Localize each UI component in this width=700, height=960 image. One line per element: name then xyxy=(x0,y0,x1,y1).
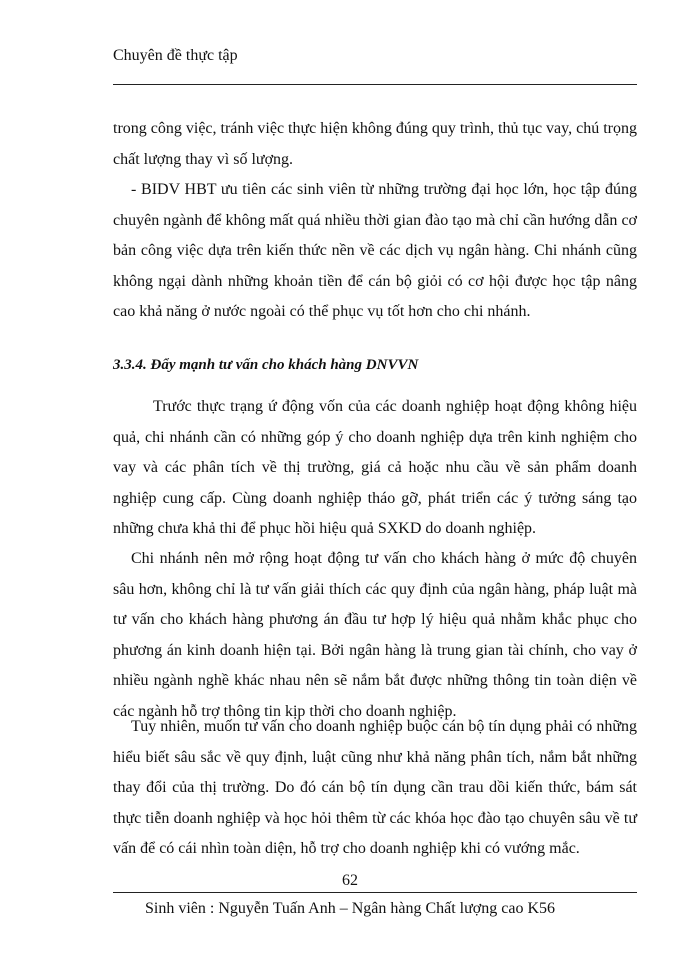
footer-divider xyxy=(113,892,637,893)
footer-text: Sinh viên : Nguyễn Tuấn Anh – Ngân hàng Chất lượng cao K56 xyxy=(145,900,555,917)
paragraph-consulting: Chi nhánh nên mở rộng hoạt động tư vấn cho khách hàng ở mức độ chuyên sâu hơn, không chỉ là tư vấn giải thích các quy định của ngân hàng, pháp luật mà tư vấn cho khách hàng phương án đầu tư hợp lý hiệu quả nhằm khắc phục cho phương án kinh doanh hiện tại. Bởi ngân hàng là trung gian tài chính, cho vay ở nhiều ngành nghề khác nhau nên sẽ nắm bắt được những thông tin toàn diện về các ngành hỗ trợ thông tin kịp thời cho doanh nghiệp. xyxy=(113,550,637,720)
paragraph-however: Tuy nhiên, muốn tư vấn cho doanh nghiệp buộc cán bộ tín dụng phải có những hiểu biết sâu sắc về quy định, luật cũng như khả năng phân tích, nắm bắt những thay đổi của thị trường. Do đó cán bộ tín dụng cần trau dồi kiến thức, bám sát thực tiễn doanh nghiệp và học hỏi thêm từ các khóa học đào tạo chuyên sâu về tư vấn để có cái nhìn toàn diện, hỗ trợ cho doanh nghiệp khi có vướng mắc. xyxy=(113,718,637,857)
page-header-title: Chuyên đề thực tập xyxy=(113,47,238,64)
page-number: 62 xyxy=(342,872,358,889)
header-divider xyxy=(113,84,637,85)
paragraph-continuation: trong công việc, tránh việc thực hiện không đúng quy trình, thủ tục vay, chú trọng chất lượng thay vì số lượng. xyxy=(113,120,637,168)
paragraph-intro: Trước thực trạng ứ động vốn của các doanh nghiệp hoạt động không hiệu quả, chi nhánh cần có những góp ý cho doanh nghiệp dựa trên kinh nghiệm cho vay và các phân tích về thị trường, giá cả hoặc nhu cầu về sản phẩm doanh nghiệp cung cấp. Cùng doanh nghiệp tháo gỡ, phát triển các ý tưởng sáng tạo những chưa khả thi để phục hồi hiệu quả SXKD do doanh nghiệp. xyxy=(113,398,637,537)
section-heading: 3.3.4. Đẩy mạnh tư vấn cho khách hàng DNVVN xyxy=(113,357,419,373)
paragraph-bullet-bidv: - BIDV HBT ưu tiên các sinh viên từ những trường đại học lớn, học tập đúng chuyên ngành để không mất quá nhiều thời gian đào tạo mà chỉ cần hướng dẫn cơ bản công việc dựa trên kiến thức nền về các dịch vụ ngân hàng. Chi nhánh cũng không ngại dành những khoản tiền để cán bộ giỏi có cơ hội được học tập nâng cao khả năng ở nước ngoài có thể phục vụ tốt hơn cho chi nhánh. xyxy=(113,181,637,320)
